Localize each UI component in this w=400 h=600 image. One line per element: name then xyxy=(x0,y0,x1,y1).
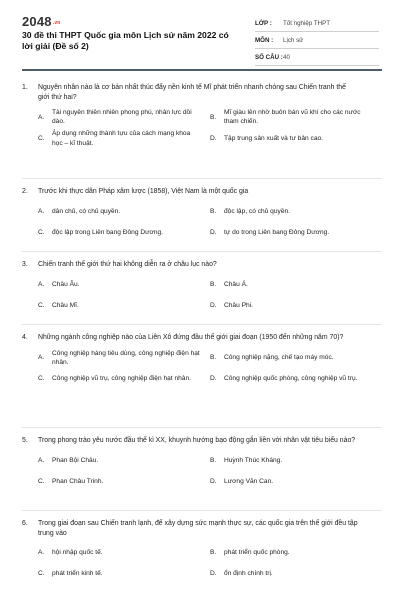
option-c[interactable] xyxy=(38,224,210,242)
logo-suffix: .vn xyxy=(52,20,61,26)
option-b[interactable] xyxy=(210,203,382,221)
option-text: Tập trung sản xuất và tư bản cao. xyxy=(224,135,323,142)
option-d[interactable] xyxy=(210,297,382,315)
option-text: độc lập trong Liên bang Đông Dương. xyxy=(52,228,164,236)
question-divider xyxy=(22,510,382,511)
option-text: hội nhập quốc tế. xyxy=(52,549,103,557)
question-divider xyxy=(22,324,382,325)
option-letter: B. xyxy=(210,549,217,557)
option-b[interactable] xyxy=(210,452,382,470)
option-text: Châu Á. xyxy=(224,280,248,288)
option-a[interactable] xyxy=(38,108,210,126)
option-c[interactable] xyxy=(38,129,210,147)
question-number: 5. xyxy=(22,437,28,444)
meta-label: MÔN : xyxy=(255,36,274,44)
option-d[interactable] xyxy=(210,565,382,583)
option-letter: B. xyxy=(210,280,217,288)
question-text: Trong phong trào yêu nước đầu thế kỉ XX, khuynh hướng bạo động gắn liền với nhân vật tiêu biểu nào? xyxy=(38,437,356,444)
site-logo[interactable] xyxy=(22,14,61,29)
meta-value: Lịch sử xyxy=(283,36,304,44)
logo-text: 2048 xyxy=(22,14,52,29)
option-c[interactable] xyxy=(38,297,210,315)
meta-label: SỐ CÂU : xyxy=(255,53,283,61)
option-letter: D. xyxy=(210,228,217,236)
option-letter: C. xyxy=(38,228,45,236)
option-d[interactable] xyxy=(210,129,382,147)
header-divider xyxy=(22,69,382,71)
option-a[interactable] xyxy=(38,349,210,367)
question-text: Nguyên nhân nào là cơ bản nhất thúc đẩy nền kinh tế Mĩ phát triển nhanh chóng sau Chiến tranh thế giới thứ hai? xyxy=(38,84,346,101)
option-text: Phan Châu Trinh. xyxy=(52,477,104,485)
option-text: Huỳnh Thúc Kháng. xyxy=(224,456,283,464)
option-text: dân chủ, có chủ quyền. xyxy=(52,207,121,215)
meta-value: 40 xyxy=(283,53,290,61)
question-2 xyxy=(22,187,382,245)
option-text: Phan Bội Châu. xyxy=(52,456,99,464)
meta-table xyxy=(255,15,379,66)
answer-options xyxy=(38,203,382,242)
option-b[interactable] xyxy=(210,276,382,294)
option-letter: A. xyxy=(38,549,45,557)
question-text: Trong giai đoạn sau Chiến tranh lạnh, để xây dựng sức mạnh thực sự, các quốc gia trên thế giới đều tập trung vào xyxy=(38,520,358,537)
question-number: 2. xyxy=(22,188,28,195)
answer-options xyxy=(38,349,382,388)
option-text: Châu Âu. xyxy=(52,280,80,288)
meta-row-subject xyxy=(255,32,379,49)
meta-label: LỚP : xyxy=(255,19,272,27)
answer-options xyxy=(38,108,382,148)
option-letter: A. xyxy=(38,456,45,464)
option-letter: B. xyxy=(210,113,217,121)
option-text: Châu Phi. xyxy=(224,301,253,309)
question-number: 6. xyxy=(22,520,28,527)
option-d[interactable] xyxy=(210,370,382,388)
document-title: 30 đề thi THPT Quốc gia môn Lịch sử năm 2022 có lời giải (Đề số 2) xyxy=(22,30,229,51)
question-text: Chiến tranh thế giới thứ hai không diễn ra ở châu lục nào? xyxy=(38,261,217,268)
option-text: Mĩ giàu lên nhờ buôn bán vũ khí cho các nước tham chiến. xyxy=(224,109,361,126)
option-text: phát triển kinh tế. xyxy=(52,570,103,578)
question-text: Trước khi thực dân Pháp xâm lược (1858), Việt Nam là một quốc gia xyxy=(38,188,249,195)
option-letter: D. xyxy=(210,375,217,383)
answer-options xyxy=(38,276,382,315)
option-letter: B. xyxy=(210,354,217,362)
option-letter: C. xyxy=(38,570,45,578)
question-1 xyxy=(22,83,382,151)
option-text: độc lập, có chủ quyền. xyxy=(224,207,290,215)
meta-value: Tốt nghiệp THPT xyxy=(283,19,331,27)
question-number: 1. xyxy=(22,84,28,91)
option-a[interactable] xyxy=(38,276,210,294)
option-c[interactable] xyxy=(38,370,210,388)
option-d[interactable] xyxy=(210,473,382,491)
question-3 xyxy=(22,260,382,318)
option-letter: D. xyxy=(210,477,217,485)
option-letter: A. xyxy=(38,354,45,362)
option-c[interactable] xyxy=(38,565,210,583)
question-5 xyxy=(22,436,382,494)
answer-options xyxy=(38,544,382,583)
option-a[interactable] xyxy=(38,203,210,221)
question-6 xyxy=(22,519,382,586)
option-letter: D. xyxy=(210,301,217,309)
question-number: 3. xyxy=(22,261,28,268)
option-letter: D. xyxy=(210,135,217,142)
question-divider xyxy=(22,178,382,179)
option-letter: C. xyxy=(38,301,45,309)
option-text: tự do trong Liên bang Đông Dương. xyxy=(224,228,330,236)
option-text: phát triển quốc phòng. xyxy=(224,549,290,557)
option-a[interactable] xyxy=(38,544,210,562)
question-text: Những ngành công nghiệp nào của Liên Xô đứng đầu thế giới giai đoạn (1950 đến những năm 70)? xyxy=(38,334,344,341)
option-text: Áp dụng những thành tựu của cách mạng khoa học – kĩ thuật. xyxy=(52,130,191,147)
option-c[interactable] xyxy=(38,473,210,491)
option-letter: D. xyxy=(210,570,217,578)
option-b[interactable] xyxy=(210,108,382,126)
option-letter: C. xyxy=(38,135,45,142)
option-text: Châu Mĩ. xyxy=(52,301,79,309)
option-letter: C. xyxy=(38,375,45,383)
option-a[interactable] xyxy=(38,452,210,470)
option-letter: B. xyxy=(210,456,217,464)
answer-options xyxy=(38,452,382,491)
option-letter: A. xyxy=(38,113,45,121)
meta-row-count xyxy=(255,49,379,66)
option-letter: C. xyxy=(38,477,45,485)
option-text: Công nghiệp quốc phòng, công nghiệp vũ trụ. xyxy=(224,375,358,383)
question-divider xyxy=(22,427,382,428)
option-text: Lương Văn Can. xyxy=(224,477,274,485)
question-4 xyxy=(22,333,382,391)
option-letter: A. xyxy=(38,280,45,288)
option-letter: A. xyxy=(38,207,45,215)
option-text: Công nghiệp nặng, chế tạo máy móc. xyxy=(224,354,334,362)
question-number: 4. xyxy=(22,334,28,341)
option-d[interactable] xyxy=(210,224,382,242)
option-b[interactable] xyxy=(210,349,382,367)
option-b[interactable] xyxy=(210,544,382,562)
meta-row-grade xyxy=(255,15,379,32)
question-divider xyxy=(22,251,382,252)
option-text: Tài nguyên thiên nhiên phong phú, nhân lực dồi dào. xyxy=(52,109,192,126)
option-text: Công nghiệp hàng tiêu dùng, công nghiệp điện hạt nhân. xyxy=(52,349,200,366)
option-letter: B. xyxy=(210,207,217,215)
option-text: ổn định chính trị. xyxy=(224,570,273,578)
option-text: Công nghiệp vũ trụ, công nghiệp điện hạt nhân. xyxy=(52,375,191,383)
